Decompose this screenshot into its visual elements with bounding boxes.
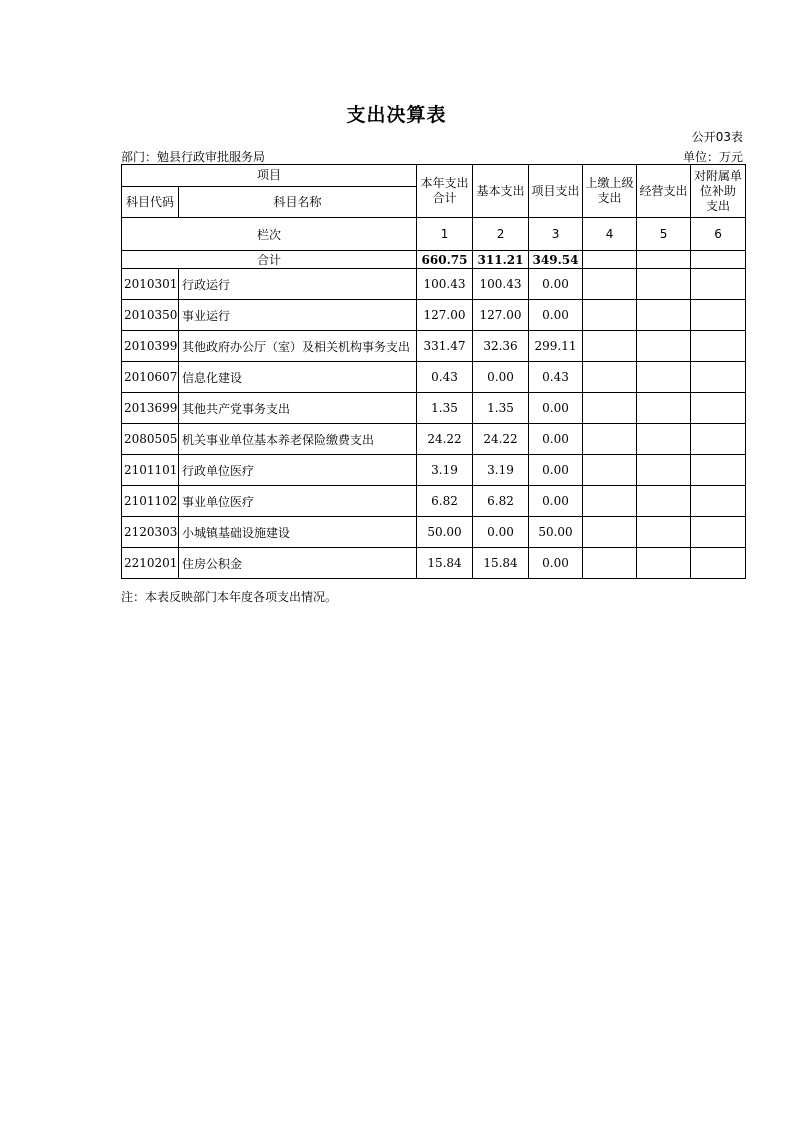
total-amount: 0.43 [417,362,473,393]
basic-amount: 0.00 [473,517,529,548]
total-amount: 100.43 [417,269,473,300]
account-code: 2010607 [122,362,179,393]
upper-amount [583,300,637,331]
table-row [122,331,746,362]
account-name: 住房公积金 [179,548,417,579]
header-project-expense: 项目支出 [529,165,583,218]
empty-cell [583,251,637,269]
upper-amount [583,548,637,579]
upper-amount [583,331,637,362]
table-row [122,393,746,424]
department-label: 部门：勉县行政审批服务局 [121,150,266,164]
header-basic: 基本支出 [473,165,529,218]
upper-amount [583,517,637,548]
subsidy-amount [691,269,746,300]
column-number: 5 [637,218,691,251]
total-amount: 50.00 [417,517,473,548]
subsidy-amount [691,331,746,362]
basic-amount: 6.82 [473,486,529,517]
account-code: 2013699 [122,393,179,424]
upper-amount [583,269,637,300]
project-amount: 0.00 [529,548,583,579]
operating-amount [637,300,691,331]
basic-amount: 24.22 [473,424,529,455]
footnote: 注：本表反映部门本年度各项支出情况。 [121,590,338,604]
page-title: 支出决算表 [346,104,447,126]
subsidy-amount [691,455,746,486]
column-number: 6 [691,218,746,251]
project-amount: 50.00 [529,517,583,548]
project-amount: 0.00 [529,424,583,455]
account-code: 2010399 [122,331,179,362]
project-amount: 0.00 [529,455,583,486]
table-row [122,517,746,548]
upper-amount [583,362,637,393]
operating-amount [637,331,691,362]
column-number-row [122,218,746,251]
basic-amount: 32.36 [473,331,529,362]
account-code: 2101101 [122,455,179,486]
project-amount: 0.00 [529,393,583,424]
subsidy-amount [691,486,746,517]
project-amount: 0.43 [529,362,583,393]
column-number: 2 [473,218,529,251]
subsidy-amount [691,300,746,331]
operating-amount [637,269,691,300]
account-name: 其他共产党事务支出 [179,393,417,424]
header-code: 科目代码 [122,187,179,218]
operating-amount [637,362,691,393]
subsidy-amount [691,424,746,455]
operating-amount [637,517,691,548]
upper-amount [583,393,637,424]
total-amount: 6.82 [417,486,473,517]
table-row [122,455,746,486]
table-row [122,424,746,455]
total-amount: 3.19 [417,455,473,486]
account-code: 2210201 [122,548,179,579]
empty-cell [637,251,691,269]
header-name: 科目名称 [179,187,417,218]
upper-amount [583,424,637,455]
operating-amount [637,548,691,579]
upper-amount [583,455,637,486]
expenditure-table [121,164,746,579]
upper-amount [583,486,637,517]
project-amount: 0.00 [529,269,583,300]
basic-amount: 15.84 [473,548,529,579]
basic-amount: 127.00 [473,300,529,331]
total-amount: 127.00 [417,300,473,331]
header-operating: 经营支出 [637,165,691,218]
header-upper: 上缴上级 支出 [583,165,637,218]
total-amount: 660.75 [417,251,473,269]
subsidy-amount [691,548,746,579]
account-name: 信息化建设 [179,362,417,393]
total-amount: 24.22 [417,424,473,455]
subsidy-amount [691,362,746,393]
project-amount: 299.11 [529,331,583,362]
account-code: 2101102 [122,486,179,517]
account-name: 其他政府办公厅（室）及相关机构事务支出 [179,331,417,362]
total-row [122,251,746,269]
operating-amount [637,393,691,424]
account-name: 行政单位医疗 [179,455,417,486]
total-amount: 15.84 [417,548,473,579]
total-label: 合计 [122,251,417,269]
account-code: 2080505 [122,424,179,455]
total-basic: 311.21 [473,251,529,269]
table-row [122,486,746,517]
total-amount: 1.35 [417,393,473,424]
account-code: 2120303 [122,517,179,548]
account-code: 2010350 [122,300,179,331]
account-name: 小城镇基础设施建设 [179,517,417,548]
header-subsidy: 对附属单 位补助 支出 [691,165,746,218]
column-number: 3 [529,218,583,251]
account-name: 事业单位医疗 [179,486,417,517]
account-name: 事业运行 [179,300,417,331]
table-row [122,300,746,331]
column-number: 1 [417,218,473,251]
account-code: 2010301 [122,269,179,300]
basic-amount: 1.35 [473,393,529,424]
account-name: 行政运行 [179,269,417,300]
account-name: 机关事业单位基本养老保险缴费支出 [179,424,417,455]
basic-amount: 100.43 [473,269,529,300]
operating-amount [637,455,691,486]
total-amount: 331.47 [417,331,473,362]
header-total: 本年支出 合计 [417,165,473,218]
header-row-1 [122,165,746,187]
table-row [122,548,746,579]
table-row [122,269,746,300]
column-label: 栏次 [122,218,417,251]
operating-amount [637,486,691,517]
basic-amount: 3.19 [473,455,529,486]
empty-cell [691,251,746,269]
project-amount: 0.00 [529,300,583,331]
subsidy-amount [691,517,746,548]
project-amount: 0.00 [529,486,583,517]
total-project: 349.54 [529,251,583,269]
unit-label: 单位：万元 [682,150,743,164]
form-number: 公开03表 [691,130,743,144]
operating-amount [637,424,691,455]
column-number: 4 [583,218,637,251]
header-project: 项目 [122,165,417,187]
basic-amount: 0.00 [473,362,529,393]
subsidy-amount [691,393,746,424]
table-row [122,362,746,393]
